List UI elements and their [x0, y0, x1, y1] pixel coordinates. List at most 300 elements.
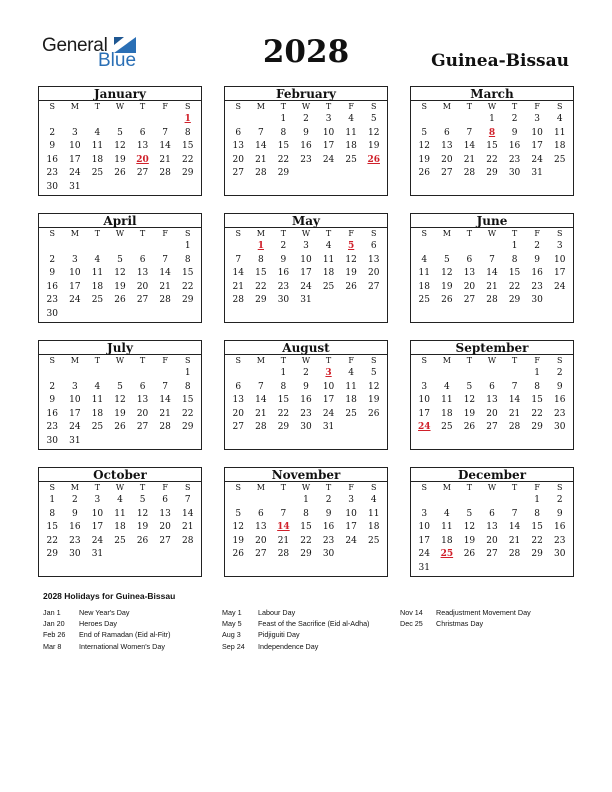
day-cell: 23: [46, 422, 58, 432]
day-cell: 14: [255, 141, 267, 151]
day-cell: 7: [184, 495, 191, 505]
month-day-grid: [39, 228, 201, 321]
day-cell: 23: [300, 154, 312, 165]
holiday-date: May 1: [222, 608, 242, 617]
holiday-day-cell: 1: [257, 241, 264, 251]
day-cell: 15: [181, 141, 194, 151]
day-cell: 11: [114, 508, 126, 519]
day-cell: 6: [466, 254, 473, 265]
weekday-header: W: [487, 102, 497, 111]
day-cell: 10: [69, 268, 81, 278]
day-cell: 21: [159, 408, 171, 419]
day-cell: 9: [325, 508, 332, 519]
weekday-header: T: [280, 356, 287, 365]
day-cell: 12: [463, 395, 476, 405]
day-cell: 11: [441, 395, 453, 405]
day-cell: 1: [489, 114, 495, 124]
day-cell: 9: [556, 508, 563, 519]
day-cell: 16: [300, 395, 312, 405]
weekday-header: F: [348, 356, 354, 365]
day-cell: 28: [232, 295, 244, 305]
day-cell: 18: [441, 535, 453, 546]
day-cell: 27: [367, 281, 380, 292]
day-cell: 10: [418, 395, 430, 405]
holiday-list-item: [222, 607, 369, 618]
day-cell: 22: [255, 281, 267, 292]
day-cell: 3: [421, 381, 428, 392]
day-cell: 21: [508, 535, 521, 546]
holiday-name: New Year's Day: [79, 608, 130, 617]
weekday-header: M: [256, 483, 265, 492]
day-cell: 7: [162, 254, 168, 265]
day-cell: 8: [280, 127, 287, 138]
day-cell: 18: [322, 268, 335, 278]
day-cell: 15: [508, 268, 521, 278]
holiday-name: Pidjiguiti Day: [258, 630, 300, 640]
weekday-header: F: [162, 483, 168, 492]
day-cell: 3: [71, 127, 78, 138]
day-cell: 25: [367, 535, 380, 546]
day-cell: 6: [257, 508, 264, 519]
month-title: December: [411, 468, 573, 482]
day-cell: 30: [69, 549, 81, 559]
day-cell: 20: [463, 281, 476, 292]
day-cell: 30: [322, 549, 335, 559]
day-cell: 3: [421, 508, 428, 519]
weekday-header: M: [70, 229, 79, 238]
day-cell: 1: [184, 368, 191, 378]
day-cell: 2: [49, 127, 56, 138]
day-cell: 8: [534, 508, 540, 519]
weekday-header: S: [370, 102, 377, 111]
holiday-list-item: [400, 618, 531, 629]
day-cell: 17: [553, 268, 566, 278]
day-cell: 24: [531, 154, 543, 165]
day-cell: 10: [91, 508, 104, 519]
weekday-header: W: [115, 483, 125, 492]
holiday-date: Sep 24: [222, 641, 245, 651]
day-cell: 17: [418, 535, 430, 546]
day-cell: 19: [114, 281, 126, 292]
weekday-header: W: [487, 483, 497, 492]
day-cell: 3: [534, 114, 540, 124]
day-cell: 9: [280, 254, 287, 265]
day-cell: 27: [255, 549, 267, 559]
day-cell: 4: [325, 241, 332, 251]
day-cell: 4: [556, 114, 563, 124]
day-cell: 28: [159, 295, 171, 305]
day-cell: 16: [300, 141, 312, 151]
day-cell: 23: [46, 168, 58, 178]
day-cell: 14: [508, 522, 521, 532]
day-cell: 14: [159, 395, 171, 405]
day-cell: 19: [232, 535, 244, 546]
empty-day-cell: [41, 240, 64, 254]
country-name: Guinea-Bissau: [431, 51, 569, 71]
day-cell: 17: [69, 408, 81, 419]
weekday-header: M: [70, 356, 79, 365]
day-cell: 24: [322, 154, 335, 165]
day-cell: 8: [49, 508, 56, 519]
weekday-header: S: [421, 229, 428, 238]
day-cell: 5: [139, 495, 146, 505]
weekday-header: F: [534, 356, 540, 365]
day-cell: 6: [235, 381, 242, 392]
day-cell: 13: [486, 522, 498, 532]
day-cell: 14: [232, 268, 244, 278]
weekday-header: S: [49, 229, 56, 238]
day-cell: 10: [322, 381, 335, 392]
day-cell: 4: [94, 127, 101, 138]
empty-day-cell: [131, 113, 154, 127]
day-cell: 18: [367, 522, 380, 532]
day-cell: 22: [181, 154, 194, 165]
day-cell: 29: [508, 295, 521, 305]
month-january: [38, 86, 202, 196]
day-cell: 2: [71, 495, 78, 505]
day-cell: 17: [322, 395, 335, 405]
weekday-header: S: [184, 356, 191, 365]
month-day-grid: [411, 228, 573, 308]
empty-day-cell: [413, 113, 436, 127]
day-cell: 1: [534, 368, 540, 378]
empty-day-cell: [413, 494, 436, 508]
day-cell: 1: [280, 114, 287, 124]
day-cell: 19: [367, 395, 380, 405]
day-cell: 9: [534, 254, 540, 265]
day-cell: 17: [69, 281, 81, 292]
day-cell: 28: [486, 295, 498, 305]
day-cell: 26: [114, 168, 126, 178]
empty-day-cell: [436, 494, 459, 508]
weekday-header: S: [421, 102, 428, 111]
day-cell: 15: [531, 395, 543, 405]
day-cell: 12: [441, 268, 453, 278]
weekday-header: S: [49, 356, 56, 365]
day-cell: 18: [553, 141, 566, 151]
day-cell: 26: [114, 295, 126, 305]
day-cell: 12: [114, 395, 126, 405]
day-cell: 5: [117, 127, 123, 138]
day-cell: 5: [466, 508, 473, 519]
holiday-day-cell: 3: [325, 368, 332, 378]
weekday-header: T: [94, 483, 101, 492]
day-cell: 8: [303, 508, 309, 519]
holiday-day-cell: 1: [184, 114, 191, 124]
month-title: February: [225, 87, 387, 101]
day-cell: 29: [300, 549, 312, 559]
day-cell: 25: [553, 154, 566, 165]
day-cell: 24: [322, 408, 335, 419]
day-cell: 12: [367, 381, 380, 392]
day-cell: 4: [421, 254, 428, 265]
weekday-header: T: [280, 102, 287, 111]
month-day-grid: [225, 228, 387, 308]
month-day-grid: [411, 355, 573, 435]
day-cell: 10: [531, 127, 543, 138]
weekday-header: W: [301, 229, 311, 238]
day-cell: 9: [71, 508, 78, 519]
day-cell: 25: [322, 281, 335, 292]
day-cell: 29: [181, 168, 194, 178]
weekday-header: W: [301, 102, 311, 111]
day-cell: 5: [443, 254, 450, 265]
day-cell: 25: [345, 154, 357, 165]
day-cell: 25: [345, 408, 357, 419]
day-cell: 30: [508, 168, 521, 178]
day-cell: 16: [277, 268, 290, 278]
weekday-header: M: [442, 102, 451, 111]
weekday-header: M: [70, 102, 79, 111]
holiday-name: Feast of the Sacrifice (Eid al-Adha): [258, 619, 370, 629]
weekday-header: S: [556, 102, 563, 111]
day-cell: 16: [531, 268, 543, 278]
day-cell: 16: [322, 522, 335, 532]
day-cell: 26: [345, 281, 357, 292]
day-cell: 18: [418, 281, 430, 292]
day-cell: 12: [345, 254, 357, 265]
day-cell: 16: [553, 395, 566, 405]
day-cell: 8: [184, 381, 191, 392]
day-cell: 22: [486, 154, 498, 165]
day-cell: 31: [91, 549, 104, 559]
day-cell: 7: [466, 127, 473, 138]
holiday-list-column-3: [400, 607, 531, 629]
weekday-header: T: [511, 356, 518, 365]
weekday-header: M: [70, 483, 79, 492]
weekday-header: T: [325, 102, 332, 111]
day-cell: 17: [531, 141, 543, 151]
day-cell: 8: [184, 127, 191, 138]
day-cell: 13: [255, 522, 267, 532]
empty-day-cell: [436, 240, 459, 254]
day-cell: 5: [466, 381, 473, 392]
holiday-name: Labour Day: [258, 608, 296, 617]
day-cell: 16: [46, 154, 58, 165]
empty-day-cell: [86, 367, 109, 381]
day-cell: 15: [181, 395, 194, 405]
holiday-date: Feb 26: [43, 630, 66, 640]
day-cell: 31: [418, 562, 430, 573]
empty-day-cell: [250, 113, 273, 127]
day-cell: 19: [136, 522, 149, 532]
day-cell: 6: [489, 508, 495, 519]
day-cell: 22: [277, 154, 290, 165]
day-cell: 2: [534, 241, 540, 251]
day-cell: 26: [136, 535, 149, 546]
day-cell: 3: [71, 254, 78, 265]
weekday-header: F: [534, 483, 540, 492]
day-cell: 20: [136, 408, 149, 419]
day-cell: 7: [162, 381, 168, 392]
day-cell: 8: [511, 254, 518, 265]
weekday-header: F: [534, 102, 540, 111]
month-day-grid: [225, 355, 387, 435]
day-cell: 21: [508, 408, 521, 419]
weekday-header: S: [184, 102, 191, 111]
logo-text-blue: Blue: [98, 50, 137, 71]
empty-day-cell: [131, 240, 154, 254]
day-cell: 17: [322, 141, 335, 151]
day-cell: 13: [136, 141, 149, 151]
day-cell: 12: [114, 268, 126, 278]
day-cell: 19: [345, 268, 357, 278]
day-cell: 10: [69, 141, 81, 151]
month-february: [224, 86, 388, 196]
month-september: [410, 340, 574, 450]
day-cell: 18: [345, 395, 357, 405]
day-cell: 18: [91, 154, 104, 165]
day-cell: 29: [277, 422, 290, 432]
day-cell: 7: [235, 254, 242, 265]
day-cell: 20: [232, 408, 244, 419]
day-cell: 20: [232, 154, 244, 165]
day-cell: 9: [511, 127, 518, 138]
weekday-header: S: [184, 229, 191, 238]
empty-day-cell: [272, 494, 295, 508]
holiday-name: Heroes Day: [79, 619, 117, 629]
weekday-header: F: [162, 229, 168, 238]
day-cell: 29: [255, 295, 267, 305]
day-cell: 18: [441, 408, 453, 419]
day-cell: 11: [91, 268, 104, 278]
weekday-header: M: [256, 229, 265, 238]
day-cell: 6: [489, 381, 495, 392]
day-cell: 14: [181, 508, 194, 519]
empty-day-cell: [227, 113, 250, 127]
day-cell: 2: [280, 241, 287, 251]
day-cell: 22: [181, 408, 194, 419]
day-cell: 23: [531, 281, 543, 292]
day-cell: 6: [162, 495, 168, 505]
day-cell: 4: [443, 508, 450, 519]
day-cell: 29: [46, 549, 58, 559]
holiday-list-item: [43, 618, 170, 629]
day-cell: 21: [255, 154, 267, 165]
logo-text-general: General: [42, 35, 108, 56]
day-cell: 27: [232, 168, 244, 178]
month-day-grid: [39, 355, 201, 448]
empty-day-cell: [413, 240, 436, 254]
month-title: August: [225, 341, 387, 355]
day-cell: 11: [553, 127, 566, 138]
day-cell: 7: [257, 127, 264, 138]
day-cell: 11: [322, 254, 335, 265]
day-cell: 30: [531, 295, 543, 305]
weekday-header: T: [325, 356, 332, 365]
weekday-header: T: [139, 229, 146, 238]
day-cell: 26: [114, 422, 126, 432]
empty-day-cell: [227, 367, 250, 381]
day-cell: 5: [235, 508, 242, 519]
day-cell: 30: [277, 295, 290, 305]
calendar-year: 2028: [262, 34, 350, 70]
day-cell: 21: [277, 535, 290, 546]
day-cell: 22: [300, 535, 312, 546]
day-cell: 13: [367, 254, 380, 265]
day-cell: 16: [46, 281, 58, 292]
day-cell: 10: [69, 395, 81, 405]
day-cell: 18: [91, 408, 104, 419]
holiday-date: Jan 20: [43, 619, 65, 629]
day-cell: 15: [300, 522, 312, 532]
day-cell: 11: [91, 141, 104, 151]
month-day-grid: [411, 101, 573, 181]
day-cell: 8: [280, 381, 287, 392]
day-cell: 26: [367, 408, 380, 419]
day-cell: 20: [441, 154, 453, 165]
weekday-header: F: [534, 229, 540, 238]
month-day-grid: [411, 482, 573, 575]
holiday-list-item: [43, 641, 170, 652]
day-cell: 16: [508, 141, 521, 151]
day-cell: 28: [159, 422, 171, 432]
holiday-list-item: [43, 629, 170, 640]
day-cell: 26: [463, 549, 476, 559]
day-cell: 10: [345, 508, 357, 519]
holiday-list-column-1: [43, 607, 170, 652]
day-cell: 9: [49, 395, 56, 405]
day-cell: 23: [69, 535, 81, 546]
day-cell: 21: [463, 154, 476, 165]
empty-day-cell: [481, 494, 504, 508]
weekday-header: S: [421, 356, 428, 365]
month-title: January: [39, 87, 201, 101]
holiday-name: International Women's Day: [79, 641, 165, 651]
day-cell: 22: [277, 408, 290, 419]
month-title: July: [39, 341, 201, 355]
holiday-list-item: [222, 641, 369, 652]
day-cell: 5: [370, 368, 377, 378]
weekday-header: T: [139, 102, 146, 111]
day-cell: 19: [463, 408, 476, 419]
empty-day-cell: [250, 367, 273, 381]
weekday-header: W: [301, 483, 311, 492]
day-cell: 20: [486, 535, 498, 546]
day-cell: 23: [277, 281, 290, 292]
day-cell: 7: [511, 381, 518, 392]
empty-day-cell: [64, 367, 87, 381]
day-cell: 4: [443, 381, 450, 392]
day-cell: 31: [531, 168, 543, 178]
day-cell: 22: [46, 535, 58, 546]
day-cell: 29: [486, 168, 498, 178]
day-cell: 16: [553, 522, 566, 532]
weekday-header: T: [511, 229, 518, 238]
day-cell: 11: [441, 522, 453, 532]
day-cell: 28: [255, 422, 267, 432]
day-cell: 4: [117, 495, 123, 505]
day-cell: 7: [280, 508, 287, 519]
holiday-list-item: [400, 607, 531, 618]
day-cell: 19: [114, 408, 126, 419]
day-cell: 13: [159, 508, 171, 519]
day-cell: 20: [136, 281, 149, 292]
day-cell: 19: [441, 281, 453, 292]
day-cell: 1: [280, 368, 287, 378]
day-cell: 30: [46, 181, 58, 192]
day-cell: 25: [91, 168, 104, 178]
day-cell: 4: [94, 381, 101, 392]
day-cell: 3: [325, 114, 332, 124]
holiday-name: Readjustment Movement Day: [436, 608, 531, 617]
empty-day-cell: [436, 113, 459, 127]
day-cell: 21: [255, 408, 267, 419]
month-march: [410, 86, 574, 196]
weekday-header: F: [162, 356, 168, 365]
weekday-header: T: [466, 102, 473, 111]
weekday-header: T: [139, 356, 146, 365]
